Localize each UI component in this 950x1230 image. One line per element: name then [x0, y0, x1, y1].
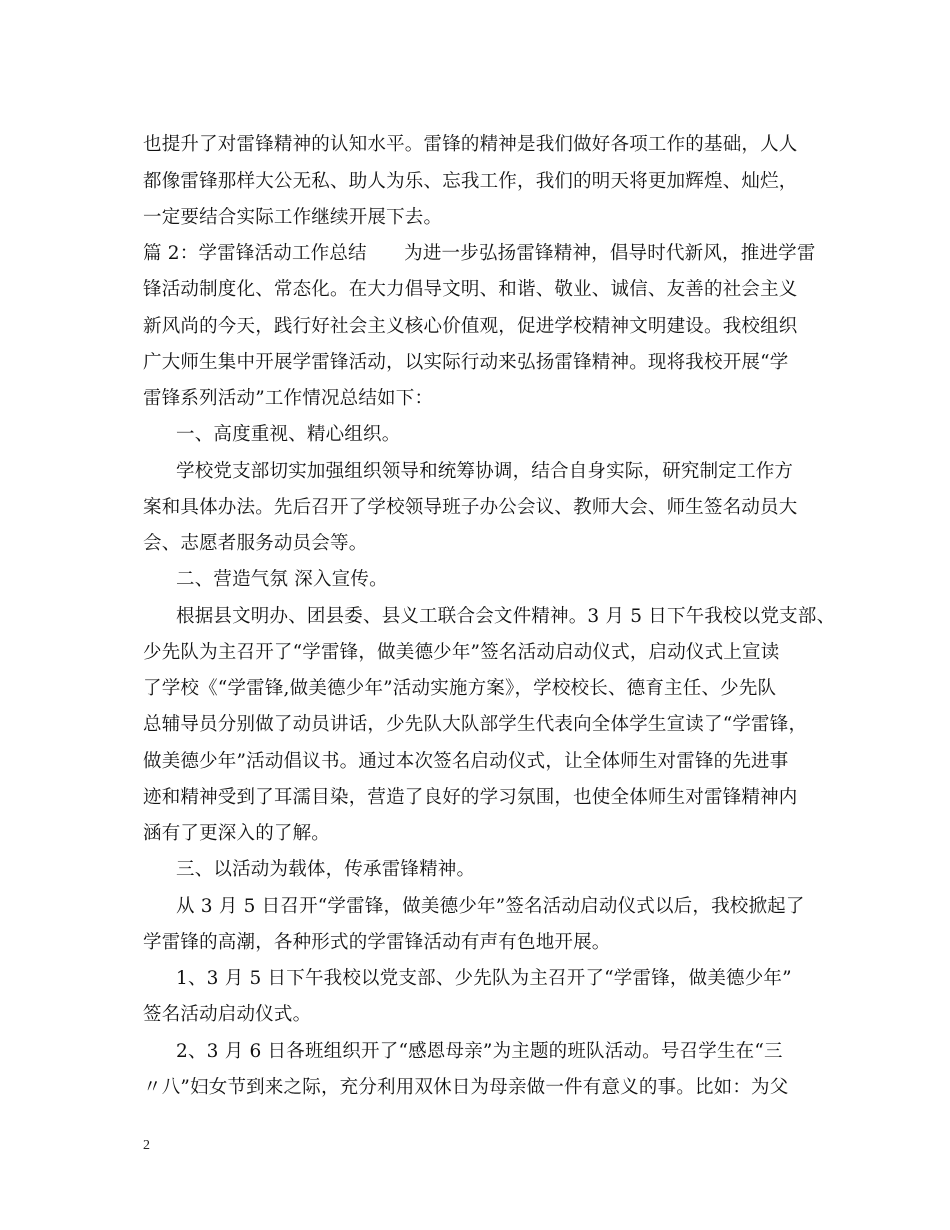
- text-line: 做美德少年”活动倡议书。通过本次签名启动仪式，让全体师生对雷锋的先进事: [143, 751, 789, 772]
- subheading-line: 二、营造气氛 深入宣传。: [176, 569, 388, 590]
- text-line: 都像雷锋那样大公无私、助人为乐、忘我工作，我们的明天将更加辉煌、灿烂，: [143, 171, 798, 192]
- text-line: 涵有了更深入的了解。: [143, 823, 331, 844]
- text-line: 会、志愿者服务动员会等。: [143, 533, 368, 554]
- paragraph-start-line: 学校党支部切实加强组织领导和统筹协调，结合自身实际，研究制定工作方: [176, 461, 794, 482]
- text-line: 雷锋系列活动”工作情况总结如下：: [143, 388, 434, 409]
- text-line: 一定要结合实际工作继续开展下去。: [143, 207, 443, 228]
- text-line: 锋活动制度化、常态化。在大力倡导文明、和谐、敬业、诚信、友善的社会主义: [143, 279, 798, 300]
- paragraph-start-line: 从 3 月 5 日召开“学雷锋，做美德少年”签名活动启动仪式以后，我校掀起了: [176, 896, 805, 917]
- page-number: 2: [143, 1138, 150, 1153]
- text-line: 案和具体办法。先后召开了学校领导班子办公会议、教师大会、师生签名动员大: [143, 497, 798, 518]
- text-line: 〃八”妇女节到来之际，充分利用双休日为母亲做一件有意义的事。比如：为父: [143, 1077, 789, 1098]
- list-item-line: 2、3 月 6 日各班组织开了“感恩母亲”为主题的班队活动。号召学生在“三: [176, 1041, 783, 1062]
- text-line: 也提升了对雷锋精神的认知水平。雷锋的精神是我们做好各项工作的基础，人人: [143, 134, 798, 155]
- text-line: 学雷锋的高潮，各种形式的学雷锋活动有声有色地开展。: [143, 932, 611, 953]
- text-line: 迹和精神受到了耳濡目染，营造了良好的学习氛围，也使全体师生对雷锋精神内: [143, 787, 798, 808]
- text-line: 总辅导员分别做了动员讲话，少先队大队部学生代表向全体学生宣读了“学雷锋，: [143, 714, 808, 735]
- text-line: 少先队为主召开了“学雷锋，做美德少年”签名活动启动仪式，启动仪式上宣读: [143, 642, 780, 663]
- subheading-line: 三、以活动为载体，传承雷锋精神。: [176, 859, 476, 880]
- text-line: 签名活动启动仪式。: [143, 1004, 312, 1025]
- text-line: 新风尚的今天，践行好社会主义核心价值观，促进学校精神文明建设。我校组织: [143, 316, 798, 337]
- section-heading-line: 篇 2：学雷锋活动工作总结 为进一步弘扬雷锋精神，倡导时代新风，推进学雷: [143, 243, 816, 264]
- text-line: 广大师生集中开展学雷锋活动，以实际行动来弘扬雷锋精神。现将我校开展“学: [143, 352, 789, 373]
- text-line: 了学校《“学雷锋,做美德少年”活动实施方案》，学校校长、德育主任、少先队: [143, 678, 777, 699]
- paragraph-start-line: 根据县文明办、团县委、县义工联合会文件精神。3 月 5 日下午我校以党支部、: [176, 606, 836, 627]
- subheading-line: 一、高度重视、精心组织。: [176, 424, 401, 445]
- list-item-line: 1、3 月 5 日下午我校以党支部、少先队为主召开了“学雷锋，做美德少年”: [176, 968, 792, 989]
